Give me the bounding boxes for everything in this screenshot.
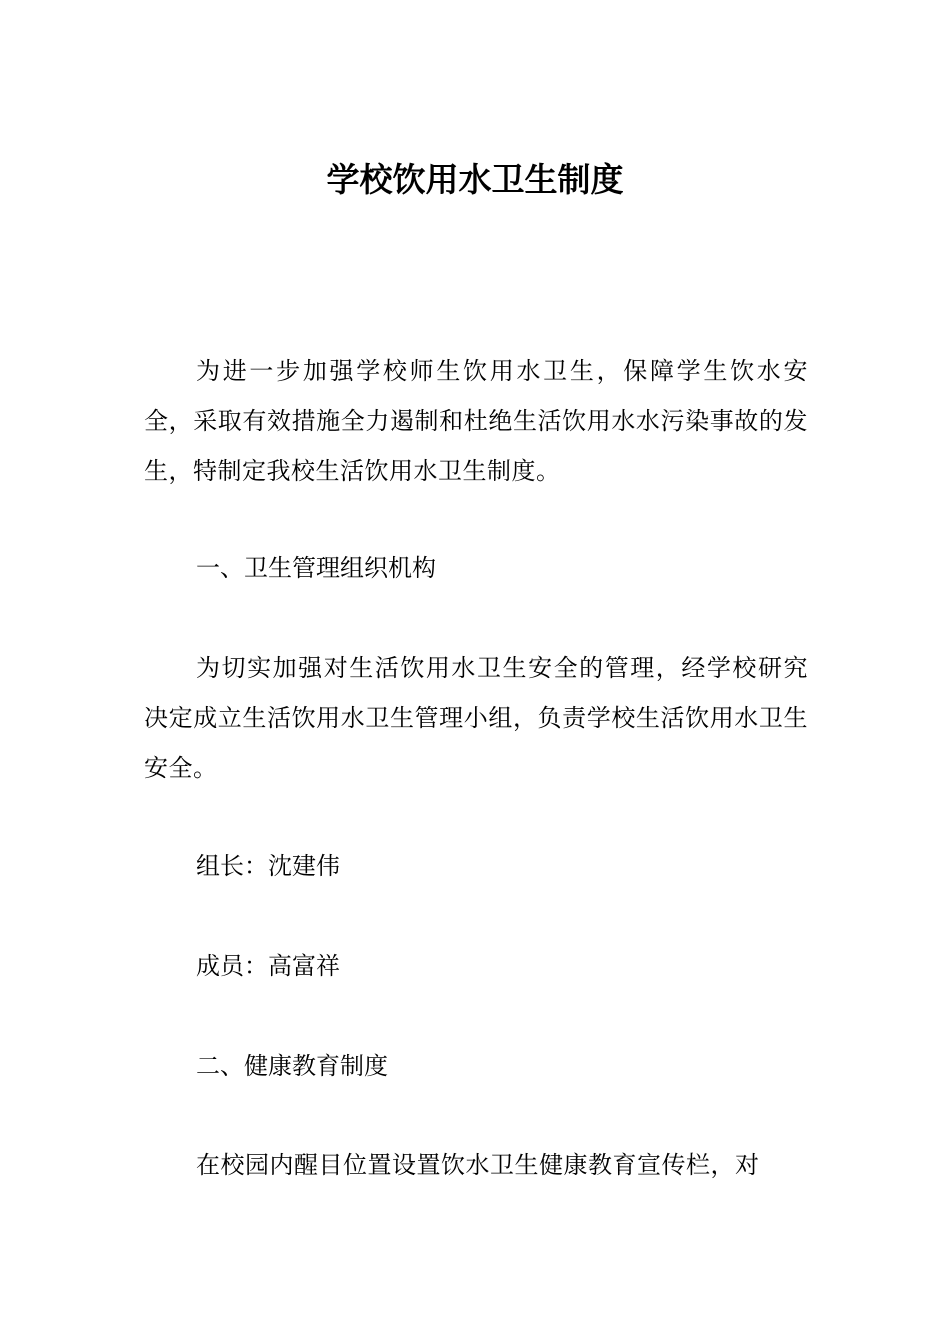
section-1-heading: 一、卫生管理组织机构 <box>196 554 436 582</box>
group-leader-line: 组长：沈建伟 <box>196 852 340 880</box>
section-2-body: 在校园内醒目位置设置饮水卫生健康教育宣传栏，对 <box>196 1151 760 1179</box>
section-1-body: 为切实加强对生活饮用水卫生安全的管理，经学校研究决定成立生活饮用水卫生管理小组，负责学校生活饮用水卫生安全。 <box>144 654 808 782</box>
section-2-heading: 二、健康教育制度 <box>196 1052 388 1080</box>
intro-paragraph: 为进一步加强学校师生饮用水卫生，保障学生饮水安全，采取有效措施全力遏制和杜绝生活饮用水水污染事故的发生，特制定我校生活饮用水卫生制度。 <box>144 357 808 485</box>
group-members-line: 成员：高富祥 <box>196 952 340 980</box>
document-title: 学校饮用水卫生制度 <box>326 160 624 199</box>
